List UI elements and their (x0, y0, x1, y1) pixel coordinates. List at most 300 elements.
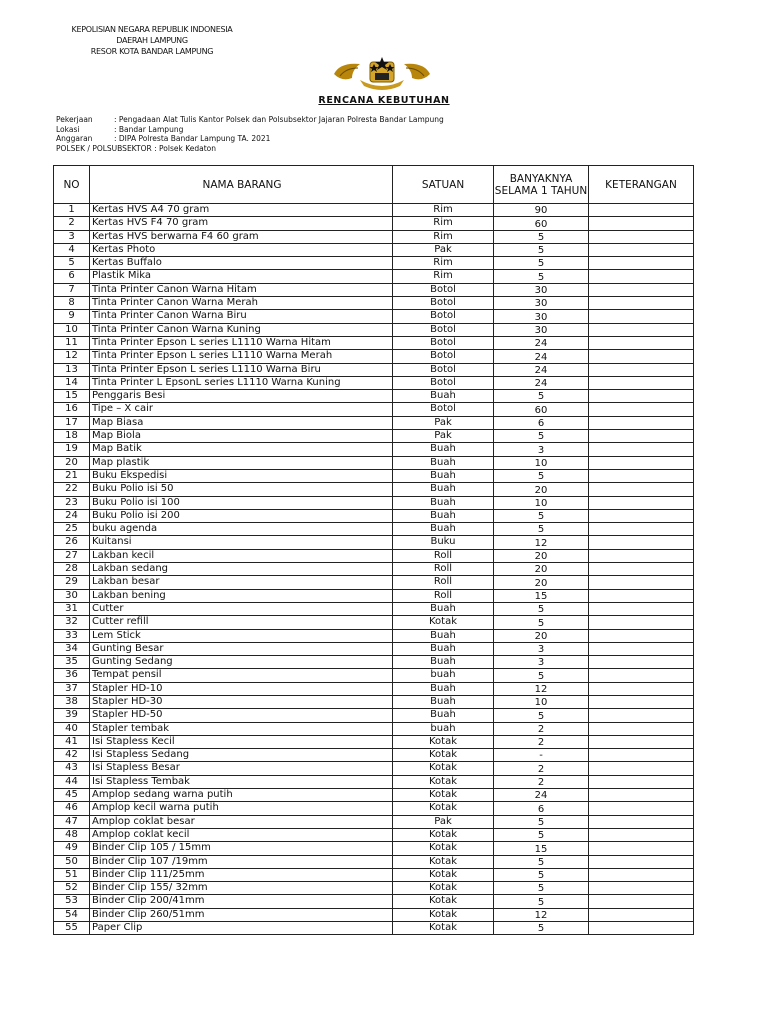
cell-note (589, 775, 694, 788)
cell-no: 52 (54, 882, 90, 895)
table-row (54, 802, 694, 815)
cell-qty: 5 (494, 922, 589, 935)
cell-no: 20 (54, 456, 90, 469)
cell-name: Binder Clip 107 /19mm (90, 855, 393, 868)
cell-qty: 5 (494, 430, 589, 443)
cell-no: 22 (54, 483, 90, 496)
table-row (54, 257, 694, 270)
table-row (54, 855, 694, 868)
cell-name: Amplop kecil warna putih (90, 802, 393, 815)
cell-qty: 24 (494, 350, 589, 363)
cell-note (589, 815, 694, 828)
cell-qty: 5 (494, 868, 589, 881)
table-row (54, 416, 694, 429)
cell-qty: 5 (494, 602, 589, 615)
police-emblem-icon (330, 56, 434, 92)
table-row (54, 789, 694, 802)
cell-name: Cutter (90, 602, 393, 615)
cell-name: Tinta Printer Canon Warna Merah (90, 297, 393, 310)
cell-unit: Kotak (393, 828, 494, 841)
cell-no: 42 (54, 749, 90, 762)
cell-name: Gunting Sedang (90, 656, 393, 669)
cell-no: 43 (54, 762, 90, 775)
cell-unit: buah (393, 722, 494, 735)
table-row (54, 443, 694, 456)
cell-no: 27 (54, 549, 90, 562)
table-row (54, 735, 694, 748)
cell-no: 55 (54, 922, 90, 935)
cell-no: 49 (54, 842, 90, 855)
cell-qty: 60 (494, 217, 589, 230)
cell-unit: Roll (393, 576, 494, 589)
cell-qty: 5 (494, 469, 589, 482)
cell-name: Tinta Printer Epson L series L1110 Warna Hitam (90, 336, 393, 349)
cell-name: Map Batik (90, 443, 393, 456)
cell-note (589, 576, 694, 589)
cell-name: Tipe – X cair (90, 403, 393, 416)
table-row (54, 536, 694, 549)
cell-qty: 6 (494, 416, 589, 429)
cell-name: Kertas HVS A4 70 gram (90, 204, 393, 217)
cell-qty: - (494, 749, 589, 762)
table-row (54, 749, 694, 762)
cell-no: 32 (54, 616, 90, 629)
cell-qty: 5 (494, 709, 589, 722)
cell-qty: 2 (494, 735, 589, 748)
cell-qty: 5 (494, 257, 589, 270)
cell-no: 25 (54, 523, 90, 536)
table-row (54, 363, 694, 376)
meta-value: : DIPA Polresta Bandar Lampung TA. 2021 (114, 134, 271, 143)
table-row (54, 243, 694, 256)
table-row (54, 656, 694, 669)
meta-key: Anggaran (56, 134, 93, 143)
document-meta (56, 115, 444, 153)
table-row (54, 456, 694, 469)
cell-unit: Buah (393, 709, 494, 722)
cell-name: Cutter refill (90, 616, 393, 629)
cell-unit: Botol (393, 283, 494, 296)
cell-qty: 60 (494, 403, 589, 416)
table-row (54, 642, 694, 655)
table-row (54, 217, 694, 230)
cell-no: 16 (54, 403, 90, 416)
table-row (54, 602, 694, 615)
cell-note (589, 257, 694, 270)
cell-name: Lakban bening (90, 589, 393, 602)
cell-qty: 20 (494, 549, 589, 562)
cell-unit: Botol (393, 336, 494, 349)
cell-unit: Pak (393, 430, 494, 443)
cell-note (589, 469, 694, 482)
cell-name: Amplop coklat besar (90, 815, 393, 828)
cell-no: 15 (54, 390, 90, 403)
cell-note (589, 523, 694, 536)
cell-name: Isi Stapless Tembak (90, 775, 393, 788)
cell-qty: 20 (494, 483, 589, 496)
table-row (54, 323, 694, 336)
cell-qty: 30 (494, 283, 589, 296)
cell-unit: Kotak (393, 868, 494, 881)
cell-unit: Buah (393, 469, 494, 482)
cell-note (589, 430, 694, 443)
cell-qty: 2 (494, 762, 589, 775)
cell-name: Isi Stapless Besar (90, 762, 393, 775)
table-row (54, 589, 694, 602)
cell-no: 12 (54, 350, 90, 363)
cell-unit: Kotak (393, 762, 494, 775)
cell-name: Buku Polio isi 200 (90, 509, 393, 522)
cell-qty: 12 (494, 908, 589, 921)
cell-unit: Roll (393, 589, 494, 602)
cell-note (589, 416, 694, 429)
cell-name: Map Biasa (90, 416, 393, 429)
org-line-3: RESOR KOTA BANDAR LAMPUNG (90, 47, 214, 56)
cell-note (589, 509, 694, 522)
cell-note (589, 629, 694, 642)
cell-qty: 20 (494, 576, 589, 589)
cell-qty: 90 (494, 204, 589, 217)
items-table (53, 165, 694, 935)
cell-note (589, 762, 694, 775)
cell-qty: 5 (494, 855, 589, 868)
cell-unit: Rim (393, 204, 494, 217)
cell-name: Kertas Buffalo (90, 257, 393, 270)
cell-unit: Botol (393, 297, 494, 310)
meta-lokasi (56, 125, 444, 135)
cell-unit: Kotak (393, 895, 494, 908)
cell-qty: 5 (494, 509, 589, 522)
cell-name: Tinta Printer Epson L series L1110 Warna Merah (90, 350, 393, 363)
cell-note (589, 336, 694, 349)
cell-note (589, 922, 694, 935)
cell-qty: 5 (494, 669, 589, 682)
org-line-1: KEPOLISIAN NEGARA REPUBLIK INDONESIA (71, 25, 233, 34)
cell-note (589, 483, 694, 496)
cell-no: 9 (54, 310, 90, 323)
cell-qty: 5 (494, 270, 589, 283)
cell-unit: Pak (393, 243, 494, 256)
table-row (54, 430, 694, 443)
cell-name: Penggaris Besi (90, 390, 393, 403)
cell-qty: 15 (494, 842, 589, 855)
cell-note (589, 536, 694, 549)
cell-note (589, 842, 694, 855)
cell-unit: Buah (393, 602, 494, 615)
cell-name: Tempat pensil (90, 669, 393, 682)
cell-note (589, 563, 694, 576)
cell-name: Map plastik (90, 456, 393, 469)
cell-note (589, 297, 694, 310)
cell-unit: Kotak (393, 616, 494, 629)
cell-name: Lakban besar (90, 576, 393, 589)
cell-qty: 30 (494, 310, 589, 323)
cell-name: Stapler HD-10 (90, 682, 393, 695)
cell-no: 24 (54, 509, 90, 522)
cell-unit: Kotak (393, 908, 494, 921)
table-header-row (54, 166, 694, 204)
cell-unit: Botol (393, 376, 494, 389)
cell-name: Tinta Printer Canon Warna Kuning (90, 323, 393, 336)
cell-note (589, 217, 694, 230)
table-row (54, 815, 694, 828)
cell-note (589, 549, 694, 562)
cell-name: Binder Clip 105 / 15mm (90, 842, 393, 855)
cell-unit: Buah (393, 509, 494, 522)
cell-no: 2 (54, 217, 90, 230)
cell-no: 51 (54, 868, 90, 881)
cell-name: Stapler HD-30 (90, 695, 393, 708)
cell-qty: 12 (494, 536, 589, 549)
table-body (54, 204, 694, 935)
cell-name: Amplop sedang warna putih (90, 789, 393, 802)
cell-qty: 5 (494, 523, 589, 536)
cell-no: 44 (54, 775, 90, 788)
cell-note (589, 642, 694, 655)
cell-unit: Buah (393, 642, 494, 655)
cell-no: 14 (54, 376, 90, 389)
cell-no: 53 (54, 895, 90, 908)
meta-polsek (56, 144, 444, 154)
cell-unit: Kotak (393, 855, 494, 868)
cell-qty: 30 (494, 323, 589, 336)
cell-name: Lakban kecil (90, 549, 393, 562)
cell-note (589, 230, 694, 243)
table-row (54, 204, 694, 217)
cell-note (589, 709, 694, 722)
cell-no: 11 (54, 336, 90, 349)
table-row (54, 509, 694, 522)
cell-note (589, 390, 694, 403)
cell-unit: Botol (393, 323, 494, 336)
cell-name: Plastik Mika (90, 270, 393, 283)
cell-qty: 5 (494, 828, 589, 841)
cell-name: Tinta Printer L EpsonL series L1110 Warna Kuning (90, 376, 393, 389)
cell-name: buku agenda (90, 523, 393, 536)
table-row (54, 310, 694, 323)
cell-name: Binder Clip 200/41mm (90, 895, 393, 908)
meta-anggaran (56, 134, 444, 144)
cell-unit: Rim (393, 217, 494, 230)
cell-note (589, 749, 694, 762)
cell-qty: 3 (494, 642, 589, 655)
cell-no: 46 (54, 802, 90, 815)
meta-key: Lokasi (56, 124, 80, 134)
cell-name: Binder Clip 260/51mm (90, 908, 393, 921)
cell-qty: 5 (494, 230, 589, 243)
cell-qty: 24 (494, 363, 589, 376)
cell-unit: Rim (393, 270, 494, 283)
cell-qty: 2 (494, 775, 589, 788)
table-row (54, 549, 694, 562)
cell-no: 34 (54, 642, 90, 655)
cell-unit: Buah (393, 682, 494, 695)
cell-note (589, 656, 694, 669)
table-row (54, 722, 694, 735)
cell-no: 41 (54, 735, 90, 748)
cell-note (589, 602, 694, 615)
table-row (54, 669, 694, 682)
cell-name: Stapler tembak (90, 722, 393, 735)
cell-qty: 15 (494, 589, 589, 602)
cell-note (589, 895, 694, 908)
header-qty: BANYAKNYA SELAMA 1 TAHUN (494, 166, 589, 204)
cell-name: Isi Stapless Kecil (90, 735, 393, 748)
cell-unit: Rim (393, 257, 494, 270)
cell-unit: Rim (393, 230, 494, 243)
cell-unit: Botol (393, 363, 494, 376)
table-row (54, 390, 694, 403)
header-unit: SATUAN (393, 166, 494, 204)
cell-qty: 12 (494, 682, 589, 695)
cell-unit: Kotak (393, 882, 494, 895)
cell-note (589, 695, 694, 708)
table-row (54, 283, 694, 296)
cell-no: 1 (54, 204, 90, 217)
cell-no: 30 (54, 589, 90, 602)
cell-no: 35 (54, 656, 90, 669)
cell-name: Buku Polio isi 100 (90, 496, 393, 509)
table-row (54, 775, 694, 788)
cell-no: 31 (54, 602, 90, 615)
cell-qty: 20 (494, 563, 589, 576)
cell-name: Lakban sedang (90, 563, 393, 576)
cell-unit: Buah (393, 523, 494, 536)
cell-note (589, 828, 694, 841)
cell-note (589, 496, 694, 509)
cell-qty: 24 (494, 376, 589, 389)
cell-note (589, 456, 694, 469)
table-row (54, 882, 694, 895)
cell-note (589, 376, 694, 389)
cell-note (589, 323, 694, 336)
cell-name: Tinta Printer Epson L series L1110 Warna Biru (90, 363, 393, 376)
cell-note (589, 789, 694, 802)
cell-note (589, 363, 694, 376)
cell-no: 13 (54, 363, 90, 376)
cell-qty: 10 (494, 496, 589, 509)
cell-note (589, 403, 694, 416)
cell-note (589, 283, 694, 296)
cell-no: 48 (54, 828, 90, 841)
cell-name: Lem Stick (90, 629, 393, 642)
cell-name: Buku Ekspedisi (90, 469, 393, 482)
table-row (54, 709, 694, 722)
cell-unit: Kotak (393, 842, 494, 855)
cell-unit: Buah (393, 483, 494, 496)
cell-note (589, 882, 694, 895)
cell-no: 39 (54, 709, 90, 722)
table-row (54, 297, 694, 310)
cell-no: 3 (54, 230, 90, 243)
header-no: NO (54, 166, 90, 204)
cell-unit: buah (393, 669, 494, 682)
cell-unit: Buah (393, 695, 494, 708)
org-header (52, 24, 252, 57)
cell-no: 6 (54, 270, 90, 283)
cell-unit: Kotak (393, 922, 494, 935)
cell-no: 8 (54, 297, 90, 310)
table-row (54, 576, 694, 589)
cell-unit: Kotak (393, 775, 494, 788)
cell-qty: 5 (494, 882, 589, 895)
cell-qty: 24 (494, 789, 589, 802)
cell-name: Map Biola (90, 430, 393, 443)
table-row (54, 868, 694, 881)
cell-note (589, 243, 694, 256)
cell-qty: 10 (494, 695, 589, 708)
cell-unit: Kotak (393, 789, 494, 802)
cell-note (589, 589, 694, 602)
cell-name: Gunting Besar (90, 642, 393, 655)
meta-key: Pekerjaan (56, 115, 93, 124)
cell-qty: 2 (494, 722, 589, 735)
header-name: NAMA BARANG (90, 166, 393, 204)
cell-unit: Buah (393, 656, 494, 669)
cell-qty: 10 (494, 456, 589, 469)
cell-note (589, 350, 694, 363)
cell-name: Kertas HVS berwarna F4 60 gram (90, 230, 393, 243)
cell-note (589, 908, 694, 921)
cell-unit: Roll (393, 563, 494, 576)
cell-qty: 5 (494, 815, 589, 828)
header-note: KETERANGAN (589, 166, 694, 204)
cell-name: Kertas Photo (90, 243, 393, 256)
table-row (54, 695, 694, 708)
cell-unit: Buah (393, 496, 494, 509)
table-row (54, 629, 694, 642)
meta-polsek-line: POLSEK / POLSUBSEKTOR : Polsek Kedaton (56, 143, 216, 153)
table-row (54, 616, 694, 629)
cell-name: Buku Polio isi 50 (90, 483, 393, 496)
table-row (54, 762, 694, 775)
cell-no: 7 (54, 283, 90, 296)
cell-qty: 20 (494, 629, 589, 642)
cell-no: 10 (54, 323, 90, 336)
cell-qty: 30 (494, 297, 589, 310)
table-row (54, 469, 694, 482)
cell-note (589, 443, 694, 456)
table-row (54, 895, 694, 908)
cell-unit: Kotak (393, 802, 494, 815)
cell-no: 4 (54, 243, 90, 256)
table-row (54, 563, 694, 576)
meta-value: : Bandar Lampung (114, 124, 184, 134)
cell-name: Stapler HD-50 (90, 709, 393, 722)
table-row (54, 336, 694, 349)
cell-note (589, 270, 694, 283)
cell-note (589, 855, 694, 868)
table-row (54, 842, 694, 855)
table-row (54, 376, 694, 389)
cell-no: 17 (54, 416, 90, 429)
cell-name: Amplop coklat kecil (90, 828, 393, 841)
table-row (54, 350, 694, 363)
cell-unit: Botol (393, 403, 494, 416)
table-row (54, 496, 694, 509)
cell-no: 54 (54, 908, 90, 921)
cell-unit: Pak (393, 815, 494, 828)
cell-name: Isi Stapless Sedang (90, 749, 393, 762)
cell-note (589, 669, 694, 682)
cell-name: Tinta Printer Canon Warna Biru (90, 310, 393, 323)
cell-note (589, 735, 694, 748)
cell-qty: 5 (494, 895, 589, 908)
table-row (54, 828, 694, 841)
cell-no: 29 (54, 576, 90, 589)
cell-unit: Pak (393, 416, 494, 429)
cell-name: Binder Clip 111/25mm (90, 868, 393, 881)
